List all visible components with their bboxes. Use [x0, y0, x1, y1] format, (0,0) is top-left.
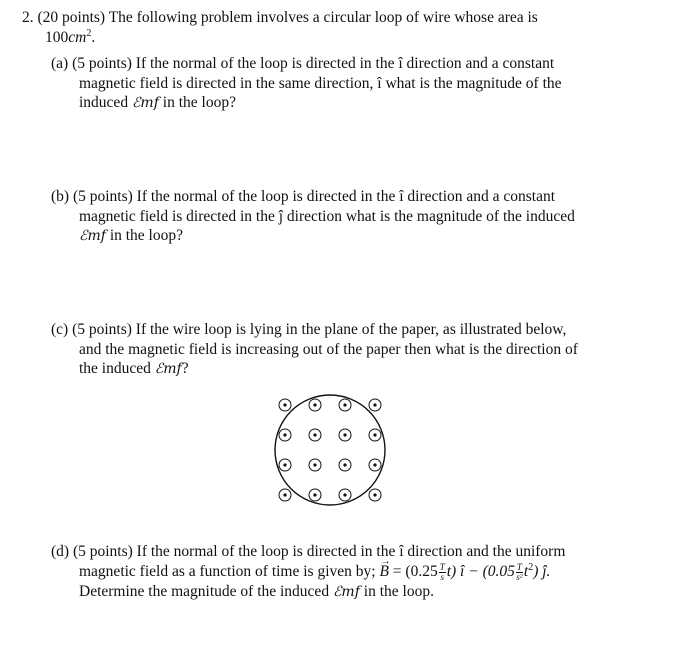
field-center-dot: [283, 463, 286, 466]
part-d-emf: ℰmf: [332, 584, 360, 600]
part-c-label: (c): [51, 321, 69, 338]
part-a-emf: ℰmf: [131, 95, 159, 111]
part-b-line1: [51, 187, 555, 207]
frac-T-per-s: [439, 563, 446, 582]
field-center-dot: [283, 403, 286, 406]
frac2-num: T: [516, 561, 522, 572]
part-a-text1: If the normal of the loop is directed in the î direction and a constant: [135, 55, 555, 72]
frac-T-per-s2: [516, 563, 523, 582]
wire-loop: [275, 395, 385, 505]
part-d-text3-post: in the loop.: [363, 583, 434, 600]
problem-header-line1: [22, 8, 538, 28]
part-d-text1: If the normal of the loop is directed in the î direction and the uniform: [136, 543, 566, 560]
problem-number: 2.: [22, 9, 34, 26]
field-center-dot: [283, 433, 286, 436]
field-center-dot: [313, 493, 316, 496]
part-d-text3-pre: Determine the magnitude of the induced: [79, 583, 330, 600]
area-end: .: [91, 29, 96, 46]
field-center-dot: [313, 403, 316, 406]
part-b-line3: [79, 226, 183, 246]
part-b-emf: ℰmf: [79, 228, 106, 244]
part-d-points: (5 points): [72, 543, 133, 560]
frac1-den: s: [440, 571, 444, 582]
field-center-dot: [343, 493, 346, 496]
frac2-den: s²: [516, 571, 523, 582]
eq-mid1: t) î − (0.05: [446, 563, 515, 580]
part-d-line1: [51, 542, 565, 562]
problem-intro: The following problem involves a circular loop of wire whose area is: [108, 9, 538, 26]
part-c-points: (5 points): [72, 321, 132, 338]
part-a-points: (5 points): [72, 55, 132, 72]
part-c-line1: [51, 320, 566, 340]
area-exponent: 2: [86, 27, 92, 39]
field-center-dot: [373, 403, 376, 406]
frac1-num: T: [439, 561, 445, 572]
area-value: 100: [45, 29, 69, 46]
part-a-text3-post: in the loop?: [162, 94, 236, 111]
field-center-dot: [373, 463, 376, 466]
eq-exp: 2: [528, 561, 534, 573]
part-b-text1: If the normal of the loop is directed in the î direction and a constant: [136, 188, 556, 205]
loop-field-diagram: [268, 388, 392, 512]
field-center-dot: [313, 463, 316, 466]
field-center-dot: [373, 433, 376, 436]
part-d-line3: [79, 582, 434, 602]
part-d-label: (d): [51, 543, 70, 560]
problem-header-line2: [45, 28, 95, 48]
part-b-label: (b): [51, 188, 70, 205]
field-center-dot: [313, 433, 316, 436]
eq-mid2: t: [523, 563, 529, 580]
part-a-line3: [79, 93, 236, 113]
field-dots: [279, 399, 381, 501]
field-center-dot: [343, 403, 346, 406]
part-a-label: (a): [51, 55, 69, 72]
part-c-text2: and the magnetic field is increasing out of the paper then what is the direction of: [79, 341, 578, 358]
part-c-text1: If the wire loop is lying in the plane of the paper, as illustrated below,: [135, 321, 567, 338]
eq-close: ) ĵ.: [533, 563, 551, 580]
field-center-dot: [283, 493, 286, 496]
part-c-line2: [79, 340, 578, 360]
part-c-line3: [79, 359, 189, 379]
field-center-dot: [343, 433, 346, 436]
part-a-text2: magnetic field is directed in the same direction, î what is the magnitude of the: [79, 75, 562, 92]
field-vector-B: → B: [379, 562, 388, 582]
part-a-line1: [51, 54, 554, 74]
field-center-dot: [373, 493, 376, 496]
part-b-text2: magnetic field is directed in the ĵ direction what is the magnitude of the induced: [79, 208, 575, 225]
part-c-emf: ℰmf: [154, 361, 182, 377]
area-unit: cm: [68, 29, 87, 46]
eq-open: = (0.25: [388, 563, 438, 580]
part-c-text3-post: ?: [181, 360, 189, 377]
part-a-text3-pre: induced: [79, 94, 129, 111]
part-d-text2-pre: magnetic field as a function of time is given by;: [79, 563, 376, 580]
part-c-text3-pre: the induced: [79, 360, 151, 377]
part-b-line2: [79, 207, 575, 227]
field-center-dot: [343, 463, 346, 466]
problem-points: (20 points): [37, 9, 106, 26]
part-d-line2: [79, 562, 550, 582]
part-b-text3-post: in the loop?: [109, 227, 183, 244]
part-a-line2: [79, 74, 562, 94]
part-b-points: (5 points): [72, 188, 133, 205]
